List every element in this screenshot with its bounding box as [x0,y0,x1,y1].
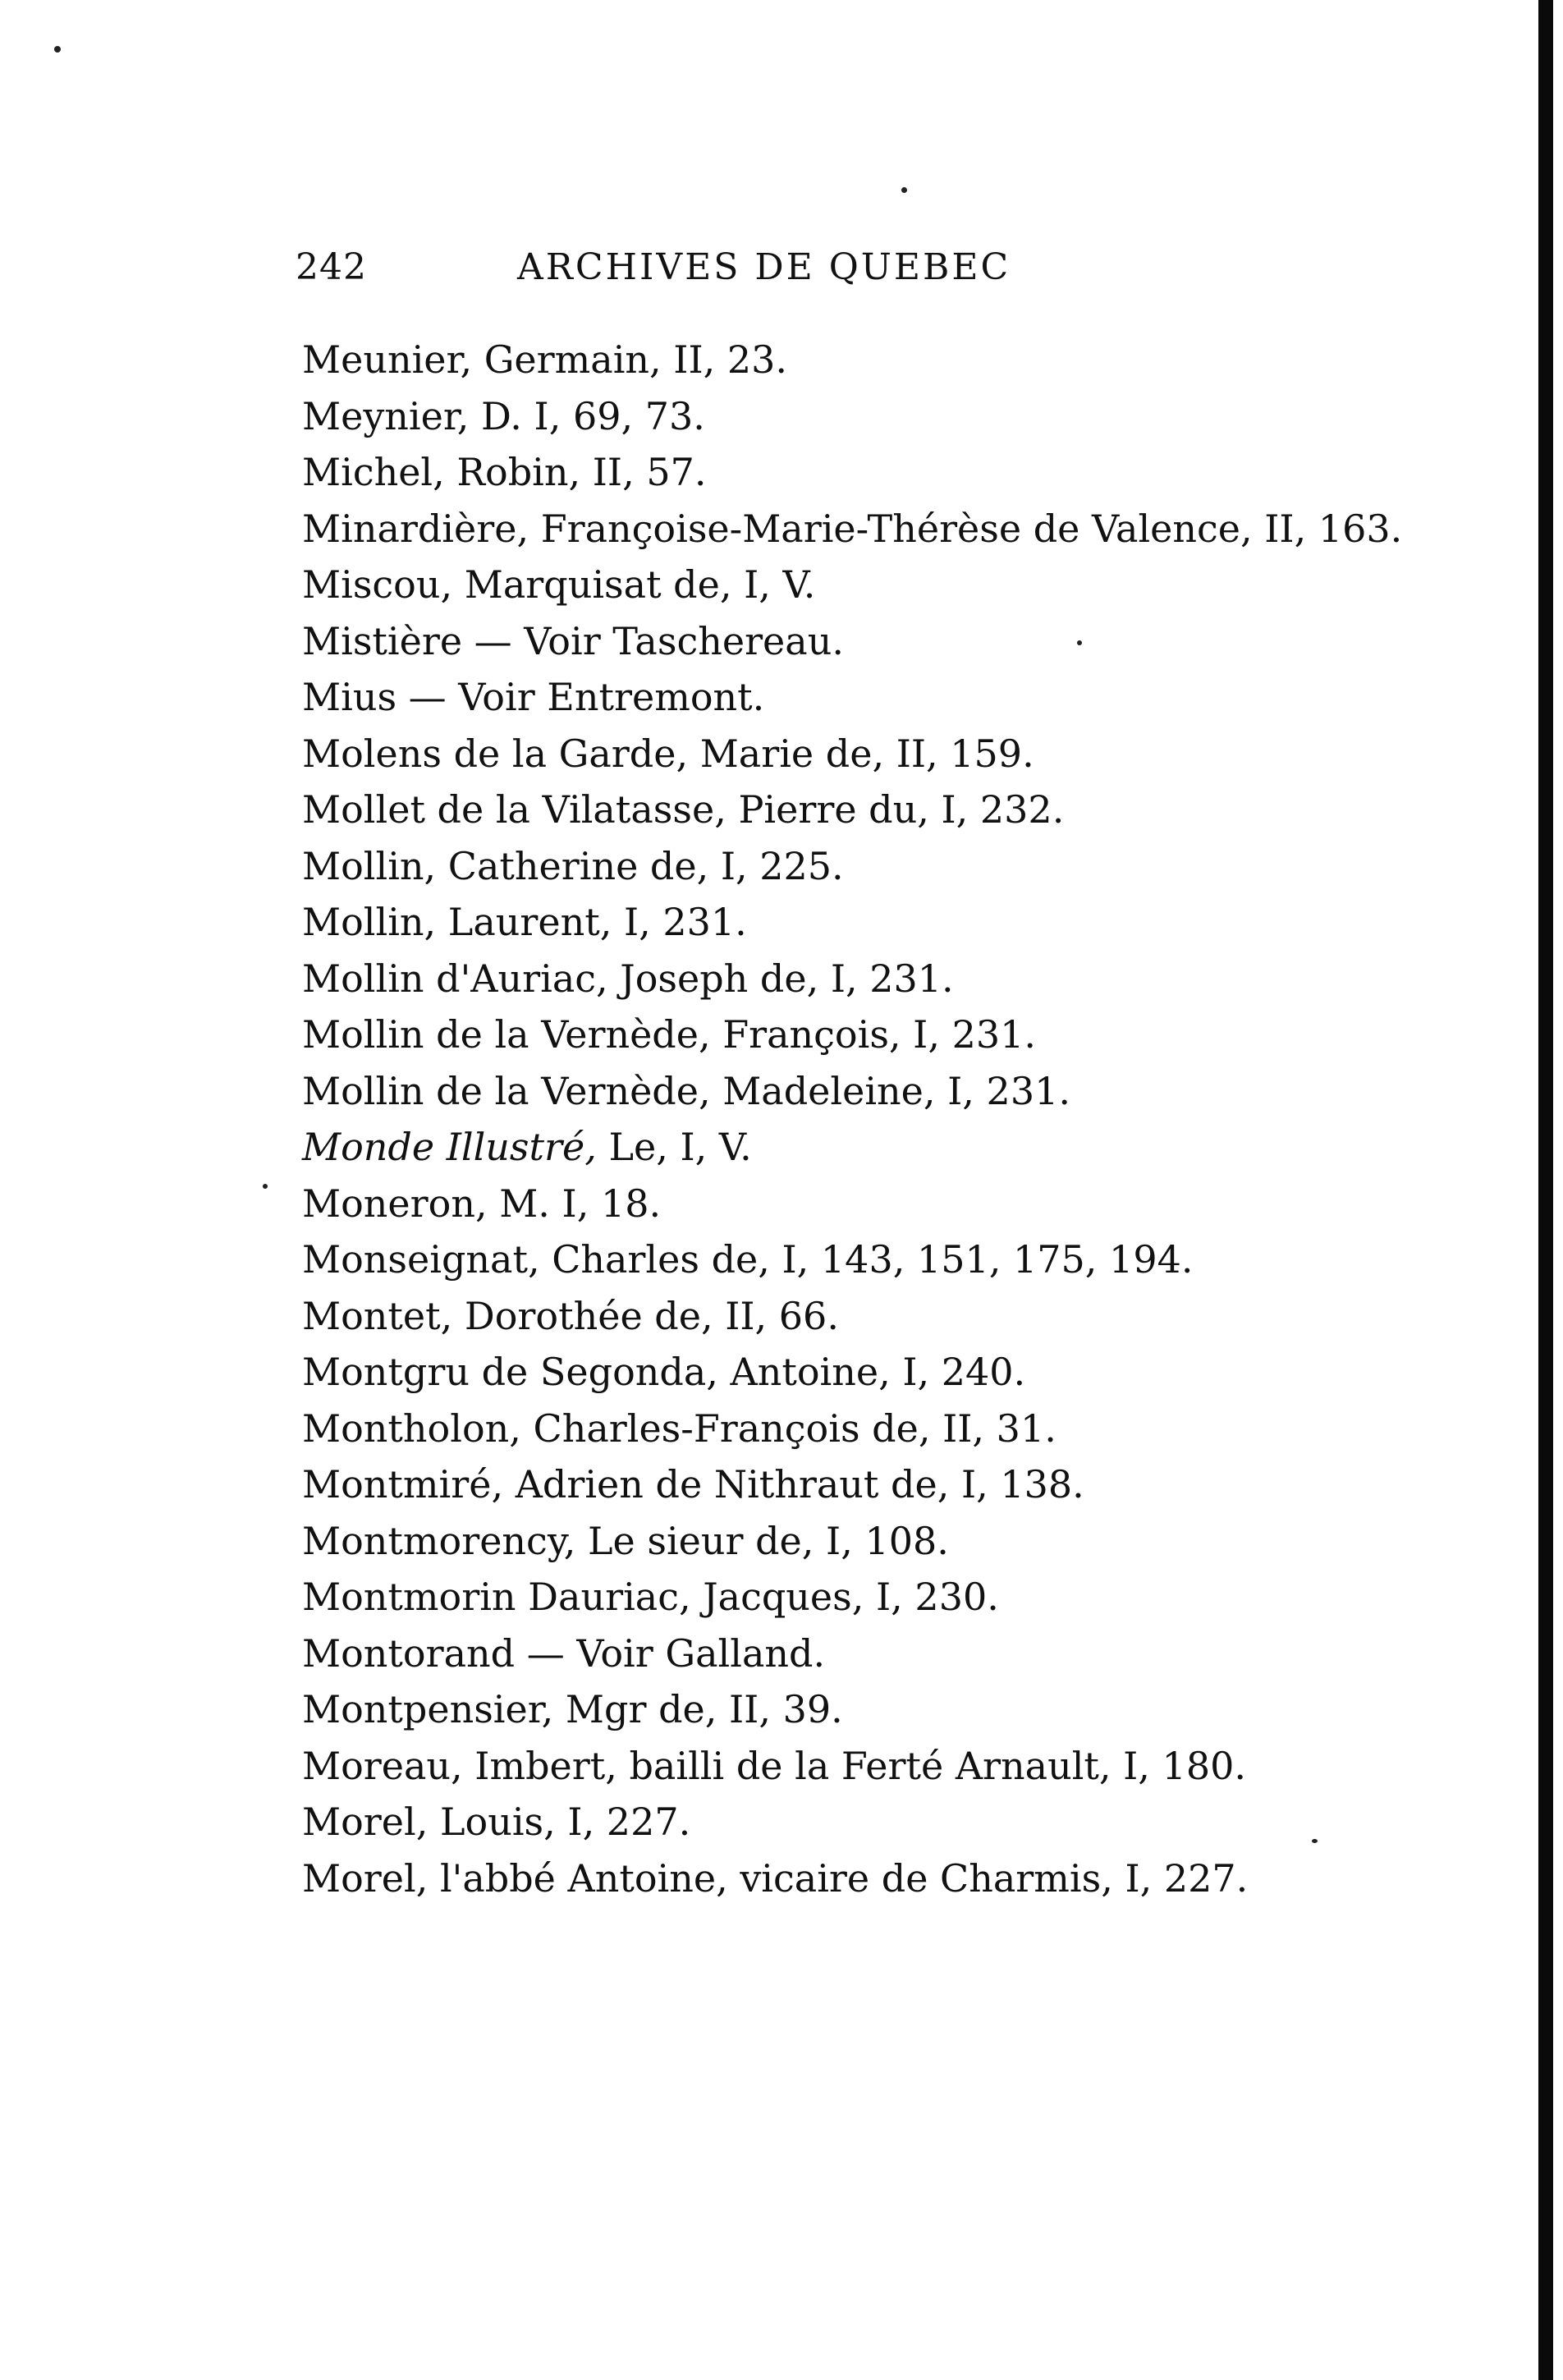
scan-speck [901,187,907,193]
scan-speck [263,1184,268,1189]
index-entry: Montet, Dorothée de, II, 66. [302,1293,839,1338]
index-entry: Moreau, Imbert, bailli de la Ferté Arnault, I, 180. [302,1743,1246,1788]
index-entry-text: Le, I, V. [596,1125,752,1169]
index-entry: Montorand — Voir Galland. [302,1630,826,1676]
index-entry: Mollet de la Vilatasse, Pierre du, I, 232. [302,787,1065,832]
page-number: 242 [296,246,367,288]
index-entry: Minardière, Françoise-Marie-Thérèse de Valence, II, 163. [302,506,1403,551]
index-entry: Morel, Louis, I, 227. [302,1800,691,1844]
index-entry: Mistière — Voir Taschereau. [302,618,844,663]
index-entry: Montmorin Dauriac, Jacques, I, 230. [302,1575,999,1619]
index-entry: Moneron, M. I, 18. [302,1181,662,1226]
index-entry: Meunier, Germain, II, 23. [302,337,788,382]
index-entry: Molens de la Garde, Marie de, II, 159. [302,731,1034,776]
index-entry: Montholon, Charles-François de, II, 31. [302,1406,1057,1451]
page-edge-rule [1538,0,1553,2380]
running-head: ARCHIVES DE QUEBEC [517,246,1011,288]
index-entry: Monseignat, Charles de, I, 143, 151, 175, 194. [302,1237,1194,1282]
index-entry: Mollin de la Vernède, Madeleine, I, 231. [302,1068,1070,1113]
index-entry: Montmorency, Le sieur de, I, 108. [302,1518,949,1563]
index-entry: Montpensier, Mgr de, II, 39. [302,1687,843,1731]
index-entry [302,1119,1517,1176]
index-entry: Mollin d'Auriac, Joseph de, I, 231. [302,956,954,1001]
index-entry: Michel, Robin, II, 57. [302,450,707,494]
index-entry: Mollin, Catherine de, I, 225. [302,843,844,888]
index-entry: Mollin de la Vernède, François, I, 231. [302,1012,1037,1057]
index-entries [302,332,1517,1906]
index-entry: Morel, l'abbé Antoine, vicaire de Charmis, I, 227. [302,1855,1249,1901]
scan-speck [54,46,61,53]
index-entry: Meynier, D. I, 69, 73. [302,393,705,438]
index-entry: Montgru de Segonda, Antoine, I, 240. [302,1350,1026,1394]
index-entry: Miscou, Marquisat de, I, V. [302,562,816,607]
page-header [296,246,1100,304]
index-entry: Mius — Voir Entremont. [302,675,765,719]
index-entry: Montmiré, Adrien de Nithraut de, I, 138. [302,1462,1084,1506]
index-entry: Mollin, Laurent, I, 231. [302,900,747,944]
index-entry-italic-title: Monde Illustré, [302,1125,597,1169]
